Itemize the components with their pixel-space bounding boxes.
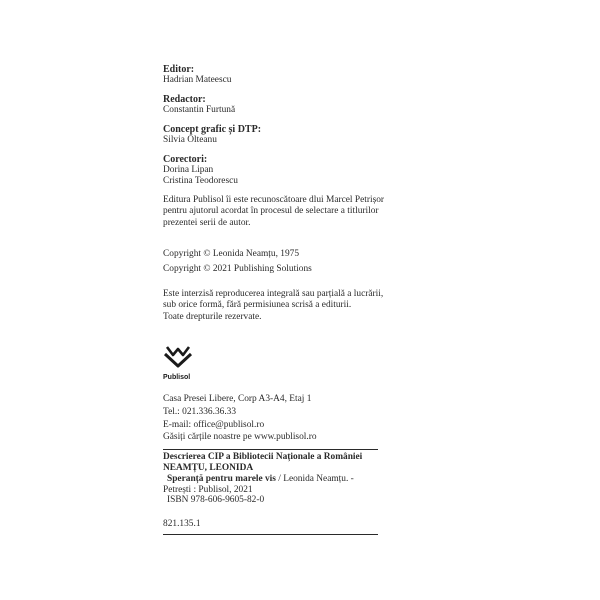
publisol-logo-icon	[163, 346, 193, 368]
rights-line: Toate drepturile rezervate.	[163, 311, 262, 322]
copyright-line: Copyright © 2021 Publishing Solutions	[163, 264, 312, 274]
phone-line: Tel.: 021.336.36.33	[163, 406, 237, 417]
cip-block	[163, 452, 362, 506]
redactor-block	[163, 94, 235, 116]
corectori-label: Corectori:	[163, 154, 208, 165]
redactor-name: Constantin Furtună	[163, 105, 236, 115]
rights-line: Este interzisă reproducerea integrală sau parțială a lucrării,	[163, 289, 384, 299]
corectori-block	[163, 154, 238, 188]
cip-author: NEAMȚU, LEONIDA	[163, 463, 254, 473]
cip-title: Descrierea CIP a Bibliotecii Naționale a României	[163, 452, 363, 462]
publisol-logo-text: Publisol	[163, 374, 191, 381]
email-line: E-mail: office@publisol.ro	[163, 419, 265, 430]
publisol-logo	[163, 346, 193, 380]
website-line: Găsiți cărțile noastre pe www.publisol.ro	[163, 432, 317, 443]
cip-isbn: ISBN 978-606-9605-82-0	[167, 495, 265, 506]
concept-block	[163, 124, 261, 146]
copyright-block	[163, 247, 312, 277]
thanks-line: pentru ajutorul acordat în procesul de selectare a titlurilor	[163, 206, 379, 217]
rights-paragraph	[163, 289, 383, 323]
contact-block	[163, 393, 317, 444]
thanks-line: Editura Publisol îi este recunoscătoare dlui Marcel Petrișor	[163, 195, 385, 205]
cip-book-title: Speranță pentru marele vis	[167, 474, 276, 484]
editor-label: Editor:	[163, 64, 195, 75]
corector-name: Cristina Teodorescu	[163, 176, 238, 187]
cip-classification: 821.135.1	[163, 519, 201, 529]
editor-name: Hadrian Mateescu	[163, 75, 232, 85]
cip-publisher: Petrești : Publisol, 2021	[163, 484, 253, 495]
cip-bottom-rule	[163, 534, 378, 535]
corector-name: Dorina Lipan	[163, 165, 214, 175]
cip-book-line	[163, 474, 362, 485]
copyright-line: Copyright © Leonida Neamțu, 1975	[163, 249, 300, 259]
concept-name: Silvia Olteanu	[163, 135, 217, 145]
cip-top-rule	[163, 449, 378, 450]
rights-line: sub orice formă, fără permisiunea scrisă a editurii.	[163, 300, 352, 311]
thanks-paragraph	[163, 195, 384, 229]
editor-block	[163, 64, 231, 86]
thanks-line: prezentei serii de autor.	[163, 217, 251, 228]
concept-label: Concept grafic și DTP:	[163, 124, 262, 135]
redactor-label: Redactor:	[163, 94, 206, 105]
cip-book-rest: / Leonida Neamțu. -	[275, 474, 354, 484]
address-line: Casa Presei Libere, Corp A3-A4, Etaj 1	[163, 394, 312, 404]
